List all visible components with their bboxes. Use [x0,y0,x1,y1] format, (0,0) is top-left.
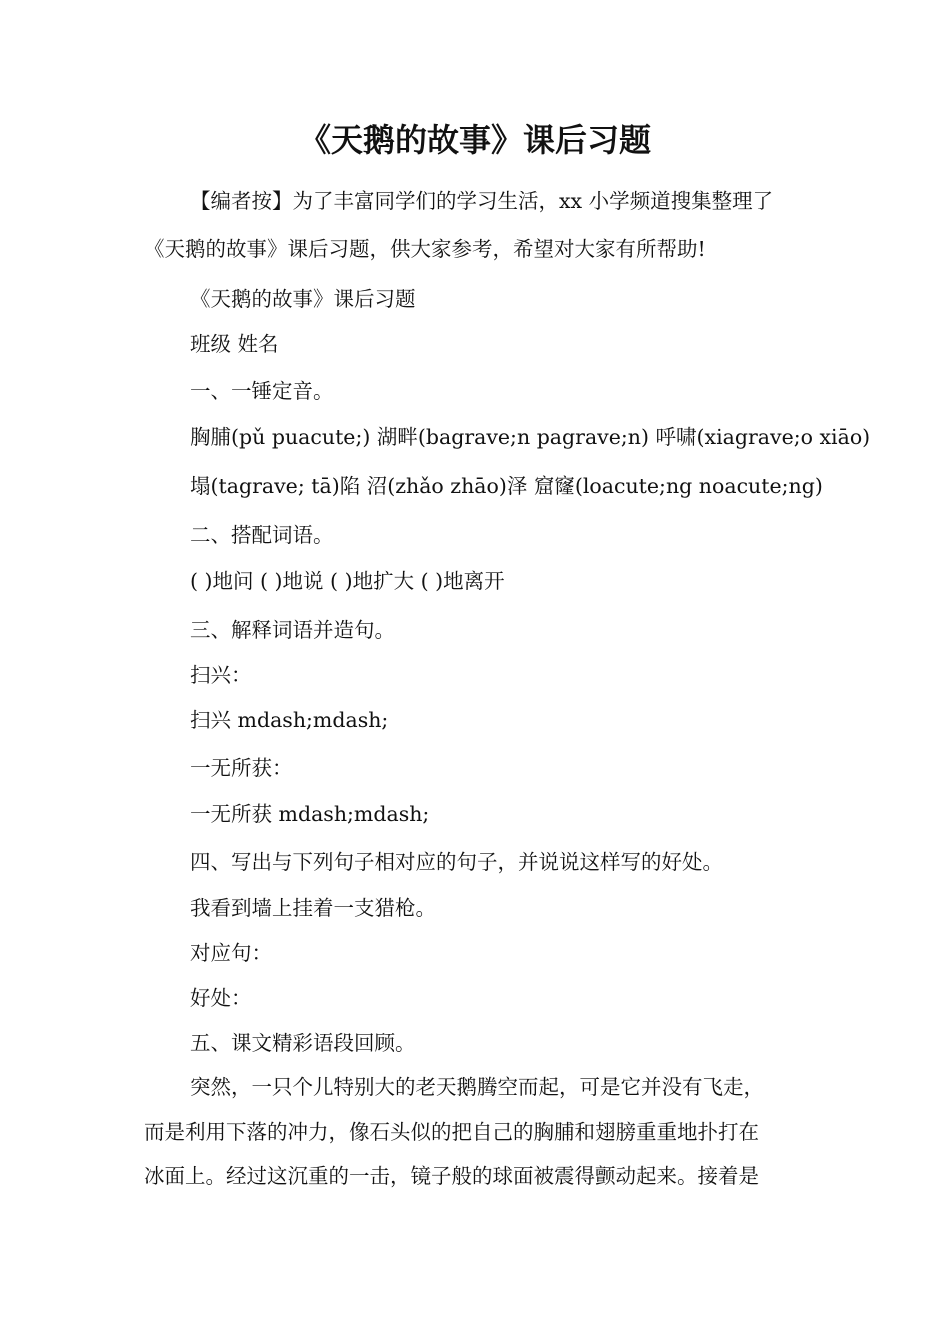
given-sentence: 我看到墙上挂着一支猎枪。 [190,896,436,920]
pinyin-line-2: 塌(tagrave; tā)陷 沼(zhǎo zhāo)泽 窟窿(loacute;ng noacute;ng) [190,474,823,498]
section-2-heading: 二、搭配词语。 [190,523,334,547]
word-2-label: 一无所获： [190,756,293,780]
word-1-label: 扫兴： [190,663,252,687]
intro-line-1: 【编者按】为了丰富同学们的学习生活，xx 小学频道搜集整理了 [190,189,774,213]
section-3-heading: 三、解释词语并造句。 [190,618,395,642]
collocation-line: ( )地问 ( )地说 ( )地扩大 ( )地离开 [190,569,505,593]
passage-line-1: 突然，一只个儿特别大的老天鹅腾空而起，可是它并没有飞走， [190,1075,764,1099]
passage-line-3: 冰面上。经过这沉重的一击，镜子般的球面被震得颤动起来。接着是 [144,1164,759,1188]
passage-line-2: 而是利用下落的冲力，像石头似的把自己的胸脯和翅膀重重地扑打在 [144,1120,759,1144]
benefit-label: 好处： [190,986,252,1010]
subtitle: 《天鹅的故事》课后习题 [190,287,416,311]
document-title: 《天鹅的故事》课后习题 [298,121,651,159]
section-4-heading: 四、写出与下列句子相对应的句子，并说说这样写的好处。 [190,850,723,874]
corresponding-label: 对应句： [190,941,272,965]
intro-line-2: 《天鹅的故事》课后习题，供大家参考，希望对大家有所帮助! [144,237,706,261]
section-5-heading: 五、课文精彩语段回顾。 [190,1031,416,1055]
class-name-line: 班级 姓名 [190,332,279,356]
pinyin-line-1: 胸脯(pǔ puacute;) 湖畔(bagrave;n pagrave;n) 呼啸(xiagrave;o xiāo) [190,425,871,449]
word-1-sentence: 扫兴 mdash;mdash; [190,708,389,732]
word-2-sentence: 一无所获 mdash;mdash; [190,802,430,826]
section-1-heading: 一、一锤定音。 [190,379,334,403]
